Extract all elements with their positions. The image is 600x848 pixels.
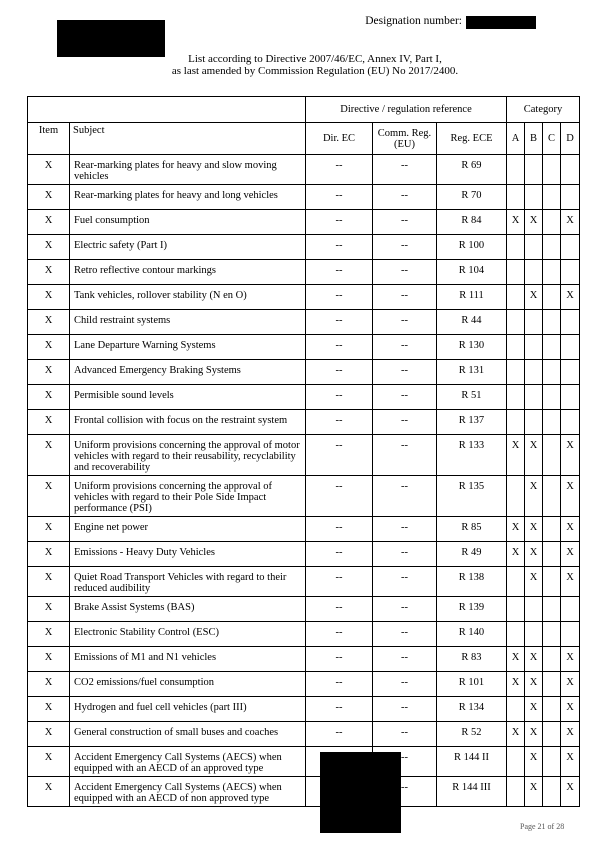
cell-subject: Emissions of M1 and N1 vehicles xyxy=(70,647,306,672)
cell-item: X xyxy=(28,697,70,722)
cell-comm-reg: -- xyxy=(373,435,437,476)
cell-cat-a xyxy=(507,335,525,360)
cell-cat-c xyxy=(543,647,561,672)
cell-comm-reg: -- xyxy=(373,476,437,517)
cell-cat-a xyxy=(507,747,525,777)
cell-cat-c xyxy=(543,697,561,722)
cell-dir-ec: -- xyxy=(306,335,373,360)
cell-reg-ece: R 85 xyxy=(437,517,507,542)
table-row xyxy=(28,567,580,597)
cell-cat-b: X xyxy=(525,777,543,807)
cell-dir-ec: -- xyxy=(306,476,373,517)
cell-subject: CO2 emissions/fuel consumption xyxy=(70,672,306,697)
cell-comm-reg: -- xyxy=(373,155,437,185)
column-header-cat-a: A xyxy=(507,123,525,155)
table-header-row-1 xyxy=(28,97,580,123)
cell-comm-reg: -- xyxy=(373,260,437,285)
cell-cat-a: X xyxy=(507,435,525,476)
cell-item: X xyxy=(28,155,70,185)
cell-cat-c xyxy=(543,672,561,697)
cell-item: X xyxy=(28,622,70,647)
cell-comm-reg: -- xyxy=(373,385,437,410)
cell-comm-reg: -- xyxy=(373,722,437,747)
cell-dir-ec: -- xyxy=(306,697,373,722)
cell-cat-a xyxy=(507,360,525,385)
cell-cat-c xyxy=(543,597,561,622)
cell-item: X xyxy=(28,410,70,435)
cell-subject: Fuel consumption xyxy=(70,210,306,235)
cell-cat-d: X xyxy=(561,435,580,476)
cell-cat-d xyxy=(561,260,580,285)
cell-cat-b xyxy=(525,335,543,360)
cell-cat-b: X xyxy=(525,672,543,697)
cell-dir-ec: -- xyxy=(306,567,373,597)
cell-cat-c xyxy=(543,360,561,385)
cell-cat-c xyxy=(543,185,561,210)
cell-item: X xyxy=(28,335,70,360)
column-header-reg-ece: Reg. ECE xyxy=(437,123,507,155)
document-heading xyxy=(80,53,550,77)
table-row xyxy=(28,777,580,807)
cell-cat-b: X xyxy=(525,647,543,672)
cell-cat-d: X xyxy=(561,672,580,697)
cell-comm-reg: -- xyxy=(373,567,437,597)
cell-dir-ec: -- xyxy=(306,155,373,185)
table-row xyxy=(28,435,580,476)
table-row xyxy=(28,747,580,777)
cell-comm-reg: -- xyxy=(373,285,437,310)
column-header-comm-reg: Comm. Reg. (EU) xyxy=(373,123,437,155)
cell-cat-c xyxy=(543,517,561,542)
cell-dir-ec: -- xyxy=(306,235,373,260)
designation-label: Designation number: xyxy=(365,15,462,27)
cell-subject: Permisible sound levels xyxy=(70,385,306,410)
cell-cat-a: X xyxy=(507,542,525,567)
cell-dir-ec: -- xyxy=(306,597,373,622)
cell-cat-a xyxy=(507,697,525,722)
cell-cat-a: X xyxy=(507,210,525,235)
cell-subject: Electric safety (Part I) xyxy=(70,235,306,260)
cell-dir-ec: -- xyxy=(306,435,373,476)
cell-cat-c xyxy=(543,310,561,335)
cell-cat-a: X xyxy=(507,517,525,542)
table-row xyxy=(28,476,580,517)
cell-dir-ec: -- xyxy=(306,260,373,285)
cell-cat-a xyxy=(507,260,525,285)
table-row xyxy=(28,672,580,697)
cell-subject: Lane Departure Warning Systems xyxy=(70,335,306,360)
cell-cat-a xyxy=(507,567,525,597)
cell-cat-c xyxy=(543,435,561,476)
regulation-table xyxy=(27,96,580,807)
cell-dir-ec: -- xyxy=(306,285,373,310)
cell-reg-ece: R 144 III xyxy=(437,777,507,807)
cell-subject: Frontal collision with focus on the restraint system xyxy=(70,410,306,435)
header-blank-cell xyxy=(28,97,306,123)
cell-item: X xyxy=(28,310,70,335)
cell-cat-c xyxy=(543,210,561,235)
cell-comm-reg: -- xyxy=(373,672,437,697)
cell-subject: Engine net power xyxy=(70,517,306,542)
cell-reg-ece: R 100 xyxy=(437,235,507,260)
cell-subject: Uniform provisions concerning the approval of motor vehicles with regard to their reusability, recyclability and recoverability xyxy=(70,435,306,476)
cell-cat-d: X xyxy=(561,210,580,235)
cell-dir-ec: -- xyxy=(306,360,373,385)
cell-dir-ec: -- xyxy=(306,647,373,672)
cell-dir-ec: -- xyxy=(306,185,373,210)
cell-cat-d xyxy=(561,235,580,260)
cell-reg-ece: R 70 xyxy=(437,185,507,210)
cell-reg-ece: R 135 xyxy=(437,476,507,517)
cell-cat-d: X xyxy=(561,567,580,597)
cell-dir-ec: -- xyxy=(306,517,373,542)
cell-cat-b: X xyxy=(525,567,543,597)
cell-reg-ece: R 104 xyxy=(437,260,507,285)
table-row xyxy=(28,517,580,542)
cell-cat-b xyxy=(525,260,543,285)
cell-item: X xyxy=(28,597,70,622)
table-row xyxy=(28,185,580,210)
cell-cat-a: X xyxy=(507,672,525,697)
cell-cat-d xyxy=(561,410,580,435)
cell-item: X xyxy=(28,567,70,597)
cell-cat-b xyxy=(525,235,543,260)
table-row xyxy=(28,385,580,410)
cell-dir-ec: -- xyxy=(306,672,373,697)
column-header-cat-b: B xyxy=(525,123,543,155)
cell-cat-c xyxy=(543,567,561,597)
cell-cat-d: X xyxy=(561,777,580,807)
cell-subject: Accident Emergency Call Systems (AECS) when equipped with an AECD of an approved type xyxy=(70,747,306,777)
cell-cat-a xyxy=(507,310,525,335)
table-row xyxy=(28,597,580,622)
cell-cat-d xyxy=(561,155,580,185)
cell-item: X xyxy=(28,435,70,476)
cell-comm-reg: -- xyxy=(373,310,437,335)
cell-dir-ec: -- xyxy=(306,410,373,435)
cell-cat-d: X xyxy=(561,647,580,672)
cell-cat-c xyxy=(543,747,561,777)
cell-reg-ece: R 69 xyxy=(437,155,507,185)
cell-cat-b xyxy=(525,622,543,647)
cell-cat-b xyxy=(525,360,543,385)
cell-cat-a: X xyxy=(507,722,525,747)
category-group-header: Category xyxy=(507,97,580,123)
cell-comm-reg: -- xyxy=(373,517,437,542)
cell-reg-ece: R 130 xyxy=(437,335,507,360)
cell-cat-b xyxy=(525,310,543,335)
cell-item: X xyxy=(28,722,70,747)
cell-subject: Rear-marking plates for heavy and slow moving vehicles xyxy=(70,155,306,185)
cell-item: X xyxy=(28,517,70,542)
table-row xyxy=(28,260,580,285)
column-header-dir-ec: Dir. EC xyxy=(306,123,373,155)
reference-group-header: Directive / regulation reference xyxy=(306,97,507,123)
cell-cat-d xyxy=(561,335,580,360)
cell-cat-d xyxy=(561,310,580,335)
table-row xyxy=(28,285,580,310)
cell-dir-ec: -- xyxy=(306,310,373,335)
cell-cat-c xyxy=(543,722,561,747)
cell-dir-ec: -- xyxy=(306,210,373,235)
cell-comm-reg: -- xyxy=(373,697,437,722)
cell-cat-a xyxy=(507,155,525,185)
cell-item: X xyxy=(28,647,70,672)
cell-cat-b xyxy=(525,155,543,185)
cell-cat-c xyxy=(543,476,561,517)
cell-subject: Rear-marking plates for heavy and long vehicles xyxy=(70,185,306,210)
cell-item: X xyxy=(28,285,70,310)
table-body xyxy=(28,155,580,807)
cell-cat-a xyxy=(507,410,525,435)
cell-cat-d xyxy=(561,597,580,622)
cell-reg-ece: R 138 xyxy=(437,567,507,597)
cell-reg-ece: R 51 xyxy=(437,385,507,410)
cell-cat-b: X xyxy=(525,722,543,747)
table-row xyxy=(28,542,580,567)
cell-reg-ece: R 111 xyxy=(437,285,507,310)
table-row xyxy=(28,647,580,672)
cell-comm-reg: -- xyxy=(373,235,437,260)
cell-cat-a xyxy=(507,185,525,210)
table-row xyxy=(28,410,580,435)
cell-item: X xyxy=(28,476,70,517)
cell-dir-ec: -- xyxy=(306,385,373,410)
cell-cat-b xyxy=(525,410,543,435)
cell-subject: Electronic Stability Control (ESC) xyxy=(70,622,306,647)
cell-cat-d xyxy=(561,622,580,647)
cell-cat-d: X xyxy=(561,722,580,747)
cell-subject: Brake Assist Systems (BAS) xyxy=(70,597,306,622)
cell-subject: Retro reflective contour markings xyxy=(70,260,306,285)
cell-item: X xyxy=(28,542,70,567)
redacted-designation-number xyxy=(466,16,536,29)
redacted-logo xyxy=(57,20,165,57)
cell-comm-reg: -- xyxy=(373,597,437,622)
cell-cat-c xyxy=(543,385,561,410)
column-header-subject: Subject xyxy=(70,123,306,155)
column-header-cat-c: C xyxy=(543,123,561,155)
cell-reg-ece: R 140 xyxy=(437,622,507,647)
cell-reg-ece: R 44 xyxy=(437,310,507,335)
cell-cat-c xyxy=(543,235,561,260)
cell-item: X xyxy=(28,235,70,260)
cell-reg-ece: R 131 xyxy=(437,360,507,385)
heading-line-2: as last amended by Commission Regulation (EU) No 2017/2400. xyxy=(171,65,459,77)
cell-reg-ece: R 134 xyxy=(437,697,507,722)
cell-dir-ec: -- xyxy=(306,722,373,747)
cell-cat-a: X xyxy=(507,647,525,672)
cell-reg-ece: R 101 xyxy=(437,672,507,697)
table-row xyxy=(28,155,580,185)
cell-cat-b xyxy=(525,385,543,410)
cell-dir-ec: -- xyxy=(306,542,373,567)
cell-reg-ece: R 137 xyxy=(437,410,507,435)
cell-subject: General construction of small buses and coaches xyxy=(70,722,306,747)
cell-cat-c xyxy=(543,285,561,310)
cell-reg-ece: R 83 xyxy=(437,647,507,672)
cell-subject: Tank vehicles, rollover stability (N en O) xyxy=(70,285,306,310)
cell-cat-b: X xyxy=(525,285,543,310)
cell-cat-a xyxy=(507,385,525,410)
table-header-row-2 xyxy=(28,123,580,155)
cell-item: X xyxy=(28,385,70,410)
cell-subject: Accident Emergency Call Systems (AECS) when equipped with an AECD of non approved type xyxy=(70,777,306,807)
cell-item: X xyxy=(28,360,70,385)
cell-reg-ece: R 144 II xyxy=(437,747,507,777)
cell-cat-c xyxy=(543,622,561,647)
cell-item: X xyxy=(28,672,70,697)
cell-subject: Advanced Emergency Braking Systems xyxy=(70,360,306,385)
cell-cat-a xyxy=(507,235,525,260)
cell-cat-a xyxy=(507,597,525,622)
cell-cat-d: X xyxy=(561,476,580,517)
cell-cat-b: X xyxy=(525,542,543,567)
cell-cat-b: X xyxy=(525,435,543,476)
cell-cat-a xyxy=(507,622,525,647)
cell-item: X xyxy=(28,747,70,777)
column-header-cat-d: D xyxy=(561,123,580,155)
cell-reg-ece: R 49 xyxy=(437,542,507,567)
cell-subject: Child restraint systems xyxy=(70,310,306,335)
cell-dir-ec: -- xyxy=(306,622,373,647)
cell-cat-c xyxy=(543,260,561,285)
cell-cat-c xyxy=(543,155,561,185)
cell-cat-c xyxy=(543,777,561,807)
table-row xyxy=(28,210,580,235)
cell-cat-d: X xyxy=(561,285,580,310)
cell-comm-reg: -- xyxy=(373,542,437,567)
cell-cat-a xyxy=(507,476,525,517)
cell-comm-reg: -- xyxy=(373,360,437,385)
cell-cat-b: X xyxy=(525,517,543,542)
cell-cat-b: X xyxy=(525,210,543,235)
redacted-stamp xyxy=(320,752,401,833)
cell-cat-d: X xyxy=(561,697,580,722)
cell-item: X xyxy=(28,777,70,807)
cell-cat-c xyxy=(543,335,561,360)
page-number: Page 21 of 28 xyxy=(520,822,565,831)
cell-cat-d: X xyxy=(561,517,580,542)
cell-cat-c xyxy=(543,542,561,567)
table-row xyxy=(28,360,580,385)
cell-subject: Quiet Road Transport Vehicles with regard to their reduced audibility xyxy=(70,567,306,597)
cell-cat-d xyxy=(561,185,580,210)
cell-subject: Uniform provisions concerning the approval of vehicles with regard to their Pole Side Impact performance (PSI) xyxy=(70,476,306,517)
cell-cat-b: X xyxy=(525,697,543,722)
table-row xyxy=(28,235,580,260)
cell-cat-b: X xyxy=(525,747,543,777)
table-row xyxy=(28,722,580,747)
cell-cat-c xyxy=(543,410,561,435)
cell-cat-b: X xyxy=(525,476,543,517)
cell-item: X xyxy=(28,185,70,210)
cell-cat-d: X xyxy=(561,747,580,777)
cell-comm-reg: -- xyxy=(373,335,437,360)
table-row xyxy=(28,622,580,647)
cell-cat-a xyxy=(507,285,525,310)
cell-comm-reg: -- xyxy=(373,747,437,777)
cell-cat-b xyxy=(525,597,543,622)
cell-subject: Emissions - Heavy Duty Vehicles xyxy=(70,542,306,567)
cell-cat-a xyxy=(507,777,525,807)
cell-comm-reg: -- xyxy=(373,647,437,672)
cell-subject: Hydrogen and fuel cell vehicles (part III) xyxy=(70,697,306,722)
cell-cat-d xyxy=(561,360,580,385)
column-header-item: Item xyxy=(28,123,70,155)
cell-cat-b xyxy=(525,185,543,210)
cell-reg-ece: R 84 xyxy=(437,210,507,235)
cell-item: X xyxy=(28,260,70,285)
cell-item: X xyxy=(28,210,70,235)
table-row xyxy=(28,310,580,335)
cell-comm-reg: -- xyxy=(373,210,437,235)
cell-comm-reg: -- xyxy=(373,410,437,435)
cell-reg-ece: R 139 xyxy=(437,597,507,622)
cell-comm-reg: -- xyxy=(373,777,437,807)
cell-comm-reg: -- xyxy=(373,622,437,647)
cell-reg-ece: R 133 xyxy=(437,435,507,476)
cell-reg-ece: R 52 xyxy=(437,722,507,747)
table-row xyxy=(28,335,580,360)
cell-comm-reg: -- xyxy=(373,185,437,210)
table-row xyxy=(28,697,580,722)
heading-line-1: List according to Directive 2007/46/EC, Annex IV, Part I, xyxy=(188,53,442,65)
cell-cat-d: X xyxy=(561,542,580,567)
cell-cat-d xyxy=(561,385,580,410)
